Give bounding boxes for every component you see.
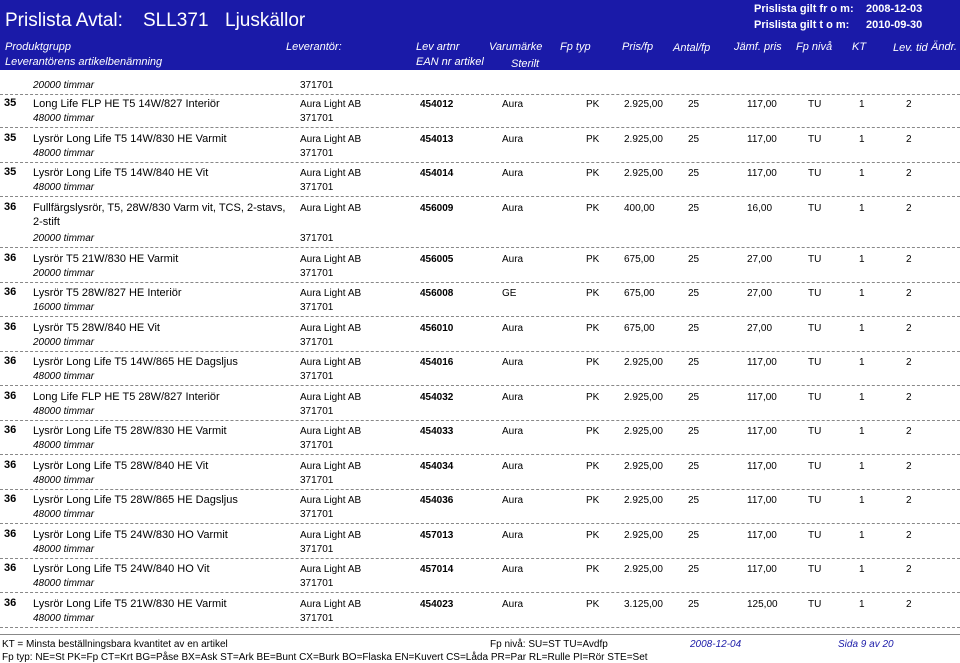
supplier-name: Aura Light AB [300, 426, 362, 437]
row-separator [0, 127, 960, 128]
row-separator [0, 94, 960, 95]
group-code: 371701 [300, 147, 334, 159]
delivery-time: 2 [906, 460, 912, 472]
package-type: PK [586, 391, 600, 403]
article-name: Lysrör Long Life T5 24W/830 HO Varmit [33, 528, 228, 541]
package-type: PK [586, 168, 600, 179]
lifetime-text: 16000 timmar [33, 302, 95, 313]
row-separator [0, 385, 960, 386]
col-ean: EAN nr artikel [416, 56, 484, 68]
group-number: 36 [4, 200, 17, 213]
group-number: 36 [4, 527, 17, 540]
group-code: 371701 [300, 182, 334, 193]
package-price: 2.925,00 [624, 564, 663, 575]
quantity-per-package: 25 [688, 495, 700, 506]
package-level: TU [808, 288, 822, 299]
quantity-per-package: 25 [688, 202, 700, 214]
brand-name: Aura [502, 391, 524, 403]
group-number: 35 [4, 131, 17, 144]
col-fpniva: Fp nivå [796, 41, 833, 53]
quantity-per-package: 25 [688, 133, 700, 145]
col-levartnr: Lev artnr [416, 41, 460, 53]
article-name: Long Life FLP HE T5 14W/827 Interiör [33, 98, 220, 110]
comparison-price: 117,00 [747, 426, 777, 437]
package-type: PK [586, 357, 600, 368]
pricelist-name: Ljuskällor [225, 10, 306, 31]
delivery-time: 2 [906, 202, 912, 214]
brand-name: Aura [502, 99, 524, 110]
lifetime-text: 48000 timmar [33, 113, 95, 124]
package-level: TU [808, 253, 822, 265]
lifetime-text: 20000 timmar [33, 232, 95, 244]
article-name: Lysrör Long Life T5 14W/865 HE Dagsljus [33, 356, 238, 368]
supplier-name: Aura Light AB [300, 529, 362, 541]
delivery-time: 2 [906, 288, 912, 299]
comparison-price: 117,00 [747, 564, 777, 575]
quantity-per-package: 25 [688, 564, 700, 575]
brand-name: Aura [502, 133, 524, 145]
comparison-price: 117,00 [747, 529, 777, 541]
minimum-quantity: 1 [859, 168, 865, 179]
package-type: PK [586, 99, 600, 110]
comparison-price: 27,00 [747, 253, 773, 265]
minimum-quantity: 1 [859, 288, 865, 299]
article-name: Lysrör Long Life T5 21W/830 HE Varmit [33, 597, 227, 610]
row-separator [0, 282, 960, 283]
article-name: Lysrör Long Life T5 28W/840 HE Vit [33, 459, 209, 472]
brand-name: GE [502, 288, 517, 299]
col-antalfp: Antal/fp [673, 42, 711, 54]
lifetime-text: 48000 timmar [33, 543, 95, 555]
article-number: 457014 [420, 564, 454, 575]
article-name: Lysrör T5 28W/827 HE Interiör [33, 287, 182, 299]
lifetime-text: 48000 timmar [33, 509, 95, 520]
comparison-price: 16,00 [747, 202, 773, 214]
minimum-quantity: 1 [859, 564, 865, 575]
article-name: Lysrör Long Life T5 28W/830 HE Varmit [33, 425, 227, 437]
group-number: 35 [4, 166, 17, 178]
package-type: PK [586, 529, 600, 541]
package-level: TU [808, 564, 822, 575]
footer-divider [0, 634, 960, 635]
row-separator [0, 523, 960, 524]
group-code: 371701 [300, 612, 334, 624]
package-type: PK [586, 253, 600, 265]
package-level: TU [808, 460, 822, 472]
minimum-quantity: 1 [859, 357, 865, 368]
article-number: 457013 [420, 529, 454, 541]
comparison-price: 27,00 [747, 288, 773, 299]
package-level: TU [808, 495, 822, 506]
package-price: 2.925,00 [624, 133, 663, 145]
group-code: 371701 [300, 113, 334, 124]
quantity-per-package: 25 [688, 288, 700, 299]
article-name: Lysrör T5 28W/840 HE Vit [33, 321, 160, 334]
row-separator [0, 558, 960, 559]
article-number: 454016 [420, 357, 454, 368]
col-andr: Ändr. [931, 41, 957, 53]
col-prisfp: Pris/fp [622, 41, 654, 53]
group-number: 36 [4, 320, 17, 333]
minimum-quantity: 1 [859, 322, 865, 334]
comparison-price: 117,00 [747, 133, 777, 145]
col-benamning: Leverantörens artikelbenämning [5, 56, 163, 68]
comparison-price: 125,00 [747, 598, 778, 610]
package-type: PK [586, 322, 600, 334]
supplier-name: Aura Light AB [300, 253, 362, 265]
package-price: 675,00 [624, 288, 655, 299]
brand-name: Aura [502, 357, 524, 368]
supplier-name: Aura Light AB [300, 495, 362, 506]
valid-to-date: 2010-09-30 [866, 19, 923, 31]
package-price: 400,00 [624, 202, 655, 214]
package-price: 2.925,00 [624, 391, 663, 403]
package-level: TU [808, 357, 822, 368]
minimum-quantity: 1 [859, 133, 865, 145]
minimum-quantity: 1 [859, 99, 865, 110]
fp-niva-note: Fp nivå: SU=ST TU=Avdfp [490, 639, 608, 650]
package-price: 675,00 [624, 253, 655, 265]
group-code: 371701 [300, 336, 334, 348]
comparison-price: 117,00 [747, 460, 777, 472]
group-code: 371701 [300, 474, 334, 486]
package-level: TU [808, 202, 822, 214]
article-name: Lysrör T5 21W/830 HE Varmit [33, 252, 179, 265]
row-separator [0, 489, 960, 490]
row-separator [0, 316, 960, 317]
comparison-price: 117,00 [747, 357, 777, 368]
supplier-name: Aura Light AB [300, 357, 362, 368]
minimum-quantity: 1 [859, 495, 865, 506]
supplier-name: Aura Light AB [300, 322, 362, 334]
brand-name: Aura [502, 168, 524, 179]
package-level: TU [808, 133, 822, 145]
group-code: 371701 [300, 405, 334, 417]
delivery-time: 2 [906, 529, 912, 541]
valid-from-label: Prislista gilt fr o m: [754, 3, 854, 15]
article-number: 456005 [420, 253, 454, 265]
package-type: PK [586, 202, 600, 214]
brand-name: Aura [502, 253, 524, 265]
minimum-quantity: 1 [859, 391, 865, 403]
article-number: 456010 [420, 322, 454, 334]
package-price: 2.925,00 [624, 168, 663, 179]
group-code: 371701 [300, 267, 334, 279]
package-price: 675,00 [624, 322, 655, 334]
delivery-time: 2 [906, 391, 912, 403]
lifetime-text: 20000 timmar [33, 336, 95, 348]
package-level: TU [808, 529, 822, 541]
group-code: 371701 [300, 509, 334, 520]
group-code: 371701 [300, 578, 334, 589]
minimum-quantity: 1 [859, 426, 865, 437]
row-separator [0, 454, 960, 455]
quantity-per-package: 25 [688, 253, 700, 265]
lifetime-text: 48000 timmar [33, 474, 95, 486]
supplier-name: Aura Light AB [300, 460, 362, 472]
quantity-per-package: 25 [688, 357, 700, 368]
package-price: 2.925,00 [624, 529, 663, 541]
supplier-name: Aura Light AB [300, 202, 362, 214]
lifetime-text: 48000 timmar [33, 182, 95, 193]
package-level: TU [808, 322, 822, 334]
group-number: 36 [4, 251, 17, 264]
article-name: Lysrör Long Life T5 14W/840 HE Vit [33, 167, 209, 179]
row-separator [0, 627, 960, 628]
lifetime-text: 20000 timmar [33, 267, 95, 279]
comparison-price: 117,00 [747, 168, 777, 179]
group-number: 36 [4, 424, 17, 436]
package-level: TU [808, 426, 822, 437]
row-separator [0, 247, 960, 248]
quantity-per-package: 25 [688, 391, 700, 403]
article-number: 454032 [420, 391, 454, 403]
print-date: 2008-12-04 [690, 639, 742, 650]
comparison-price: 117,00 [747, 391, 777, 403]
row-separator [0, 592, 960, 593]
delivery-time: 2 [906, 357, 912, 368]
group-code: 371701 [300, 80, 334, 91]
lifetime-text: 48000 timmar [33, 371, 95, 382]
delivery-time: 2 [906, 168, 912, 179]
kt-note: KT = Minsta beställningsbara kvantitet av en artikel [2, 639, 228, 650]
article-number: 454013 [420, 133, 454, 145]
article-name-continued: 2-stift [33, 215, 60, 228]
col-varumarke: Varumärke [489, 41, 543, 53]
page-number: Sida 9 av 20 [838, 639, 894, 650]
delivery-time: 2 [906, 99, 912, 110]
delivery-time: 2 [906, 133, 912, 145]
title-label: Prislista Avtal: [5, 10, 123, 31]
quantity-per-package: 25 [688, 460, 700, 472]
row-separator [0, 351, 960, 352]
group-number: 36 [4, 493, 17, 505]
lifetime-text: 20000 timmar [33, 80, 95, 91]
group-number: 36 [4, 389, 17, 402]
col-fptyp: Fp typ [560, 41, 591, 53]
row-separator [0, 420, 960, 421]
group-code: 371701 [300, 232, 334, 244]
supplier-name: Aura Light AB [300, 564, 362, 575]
article-number: 454023 [420, 598, 454, 610]
package-type: PK [586, 495, 600, 506]
group-code: 371701 [300, 543, 334, 555]
package-price: 3.125,00 [624, 598, 663, 610]
article-number: 454012 [420, 99, 454, 110]
article-name: Lysrör Long Life T5 24W/840 HO Vit [33, 563, 210, 575]
package-type: PK [586, 460, 600, 472]
lifetime-text: 48000 timmar [33, 147, 95, 159]
valid-from-date: 2008-12-03 [866, 3, 923, 15]
package-type: PK [586, 288, 600, 299]
delivery-time: 2 [906, 253, 912, 265]
article-number: 454033 [420, 426, 454, 437]
package-level: TU [808, 99, 822, 110]
col-sterilt: Sterilt [511, 58, 540, 70]
lifetime-text: 48000 timmar [33, 612, 95, 624]
quantity-per-package: 25 [688, 322, 700, 334]
supplier-name: Aura Light AB [300, 168, 362, 179]
comparison-price: 117,00 [747, 99, 777, 110]
minimum-quantity: 1 [859, 598, 865, 610]
article-number: 454014 [420, 168, 454, 179]
article-number: 454036 [420, 495, 454, 506]
package-price: 2.925,00 [624, 357, 663, 368]
brand-name: Aura [502, 426, 524, 437]
col-levtid: Lev. tid [893, 42, 928, 54]
group-number: 36 [4, 596, 17, 609]
lifetime-text: 48000 timmar [33, 578, 95, 589]
package-price: 2.925,00 [624, 495, 663, 506]
package-level: TU [808, 391, 822, 403]
delivery-time: 2 [906, 426, 912, 437]
agreement-code: SLL371 [143, 10, 209, 31]
minimum-quantity: 1 [859, 529, 865, 541]
article-number: 456009 [420, 202, 454, 214]
minimum-quantity: 1 [859, 253, 865, 265]
row-separator [0, 196, 960, 197]
fp-typ-note: Fp typ: NE=St PK=Fp CT=Krt BG=Påse BX=Ask ST=Ark BE=Bunt CX=Burk BO=Flaska EN=Kuvert CS=Låda PR=Par RL=Rulle PI=Rör STE=Set [2, 652, 648, 663]
article-number: 456008 [420, 288, 454, 299]
group-code: 371701 [300, 371, 334, 382]
package-type: PK [586, 564, 600, 575]
package-type: PK [586, 426, 600, 437]
supplier-name: Aura Light AB [300, 598, 362, 610]
row-separator [0, 162, 960, 163]
package-price: 2.925,00 [624, 99, 663, 110]
brand-name: Aura [502, 564, 524, 575]
package-type: PK [586, 598, 600, 610]
quantity-per-package: 25 [688, 426, 700, 437]
valid-to-label: Prislista gilt t o m: [754, 19, 850, 31]
lifetime-text: 48000 timmar [33, 405, 95, 417]
col-jamfpris: Jämf. pris [734, 41, 782, 53]
group-number: 36 [4, 458, 17, 471]
comparison-price: 117,00 [747, 495, 777, 506]
package-level: TU [808, 598, 822, 610]
brand-name: Aura [502, 598, 524, 610]
minimum-quantity: 1 [859, 460, 865, 472]
package-price: 2.925,00 [624, 460, 663, 472]
page-header [0, 0, 960, 70]
group-code: 371701 [300, 302, 334, 313]
group-number: 36 [4, 355, 17, 367]
article-name: Lysrör Long Life T5 28W/865 HE Dagsljus [33, 494, 238, 506]
brand-name: Aura [502, 322, 524, 334]
supplier-name: Aura Light AB [300, 99, 362, 110]
supplier-name: Aura Light AB [300, 288, 362, 299]
group-number: 35 [4, 97, 17, 109]
supplier-name: Aura Light AB [300, 391, 362, 403]
group-number: 36 [4, 286, 17, 298]
delivery-time: 2 [906, 322, 912, 334]
supplier-name: Aura Light AB [300, 133, 362, 145]
article-name: Long Life FLP HE T5 28W/827 Interiör [33, 390, 220, 403]
quantity-per-package: 25 [688, 99, 700, 110]
delivery-time: 2 [906, 564, 912, 575]
article-name: Fullfärgslysrör, T5, 28W/830 Varm vit, TCS, 2-stavs, [33, 201, 286, 214]
brand-name: Aura [502, 460, 524, 472]
col-leverantor: Leverantör: [286, 41, 342, 53]
brand-name: Aura [502, 202, 524, 214]
minimum-quantity: 1 [859, 202, 865, 214]
delivery-time: 2 [906, 495, 912, 506]
quantity-per-package: 25 [688, 598, 700, 610]
quantity-per-package: 25 [688, 168, 700, 179]
group-code: 371701 [300, 440, 334, 451]
lifetime-text: 48000 timmar [33, 440, 95, 451]
comparison-price: 27,00 [747, 322, 773, 334]
quantity-per-package: 25 [688, 529, 700, 541]
delivery-time: 2 [906, 598, 912, 610]
article-name: Lysrör Long Life T5 14W/830 HE Varmit [33, 132, 227, 145]
package-type: PK [586, 133, 600, 145]
brand-name: Aura [502, 495, 524, 506]
group-number: 36 [4, 562, 17, 574]
col-kt: KT [852, 41, 867, 53]
package-price: 2.925,00 [624, 426, 663, 437]
col-produktgrupp: Produktgrupp [5, 41, 72, 53]
brand-name: Aura [502, 529, 524, 541]
package-level: TU [808, 168, 822, 179]
article-number: 454034 [420, 460, 454, 472]
